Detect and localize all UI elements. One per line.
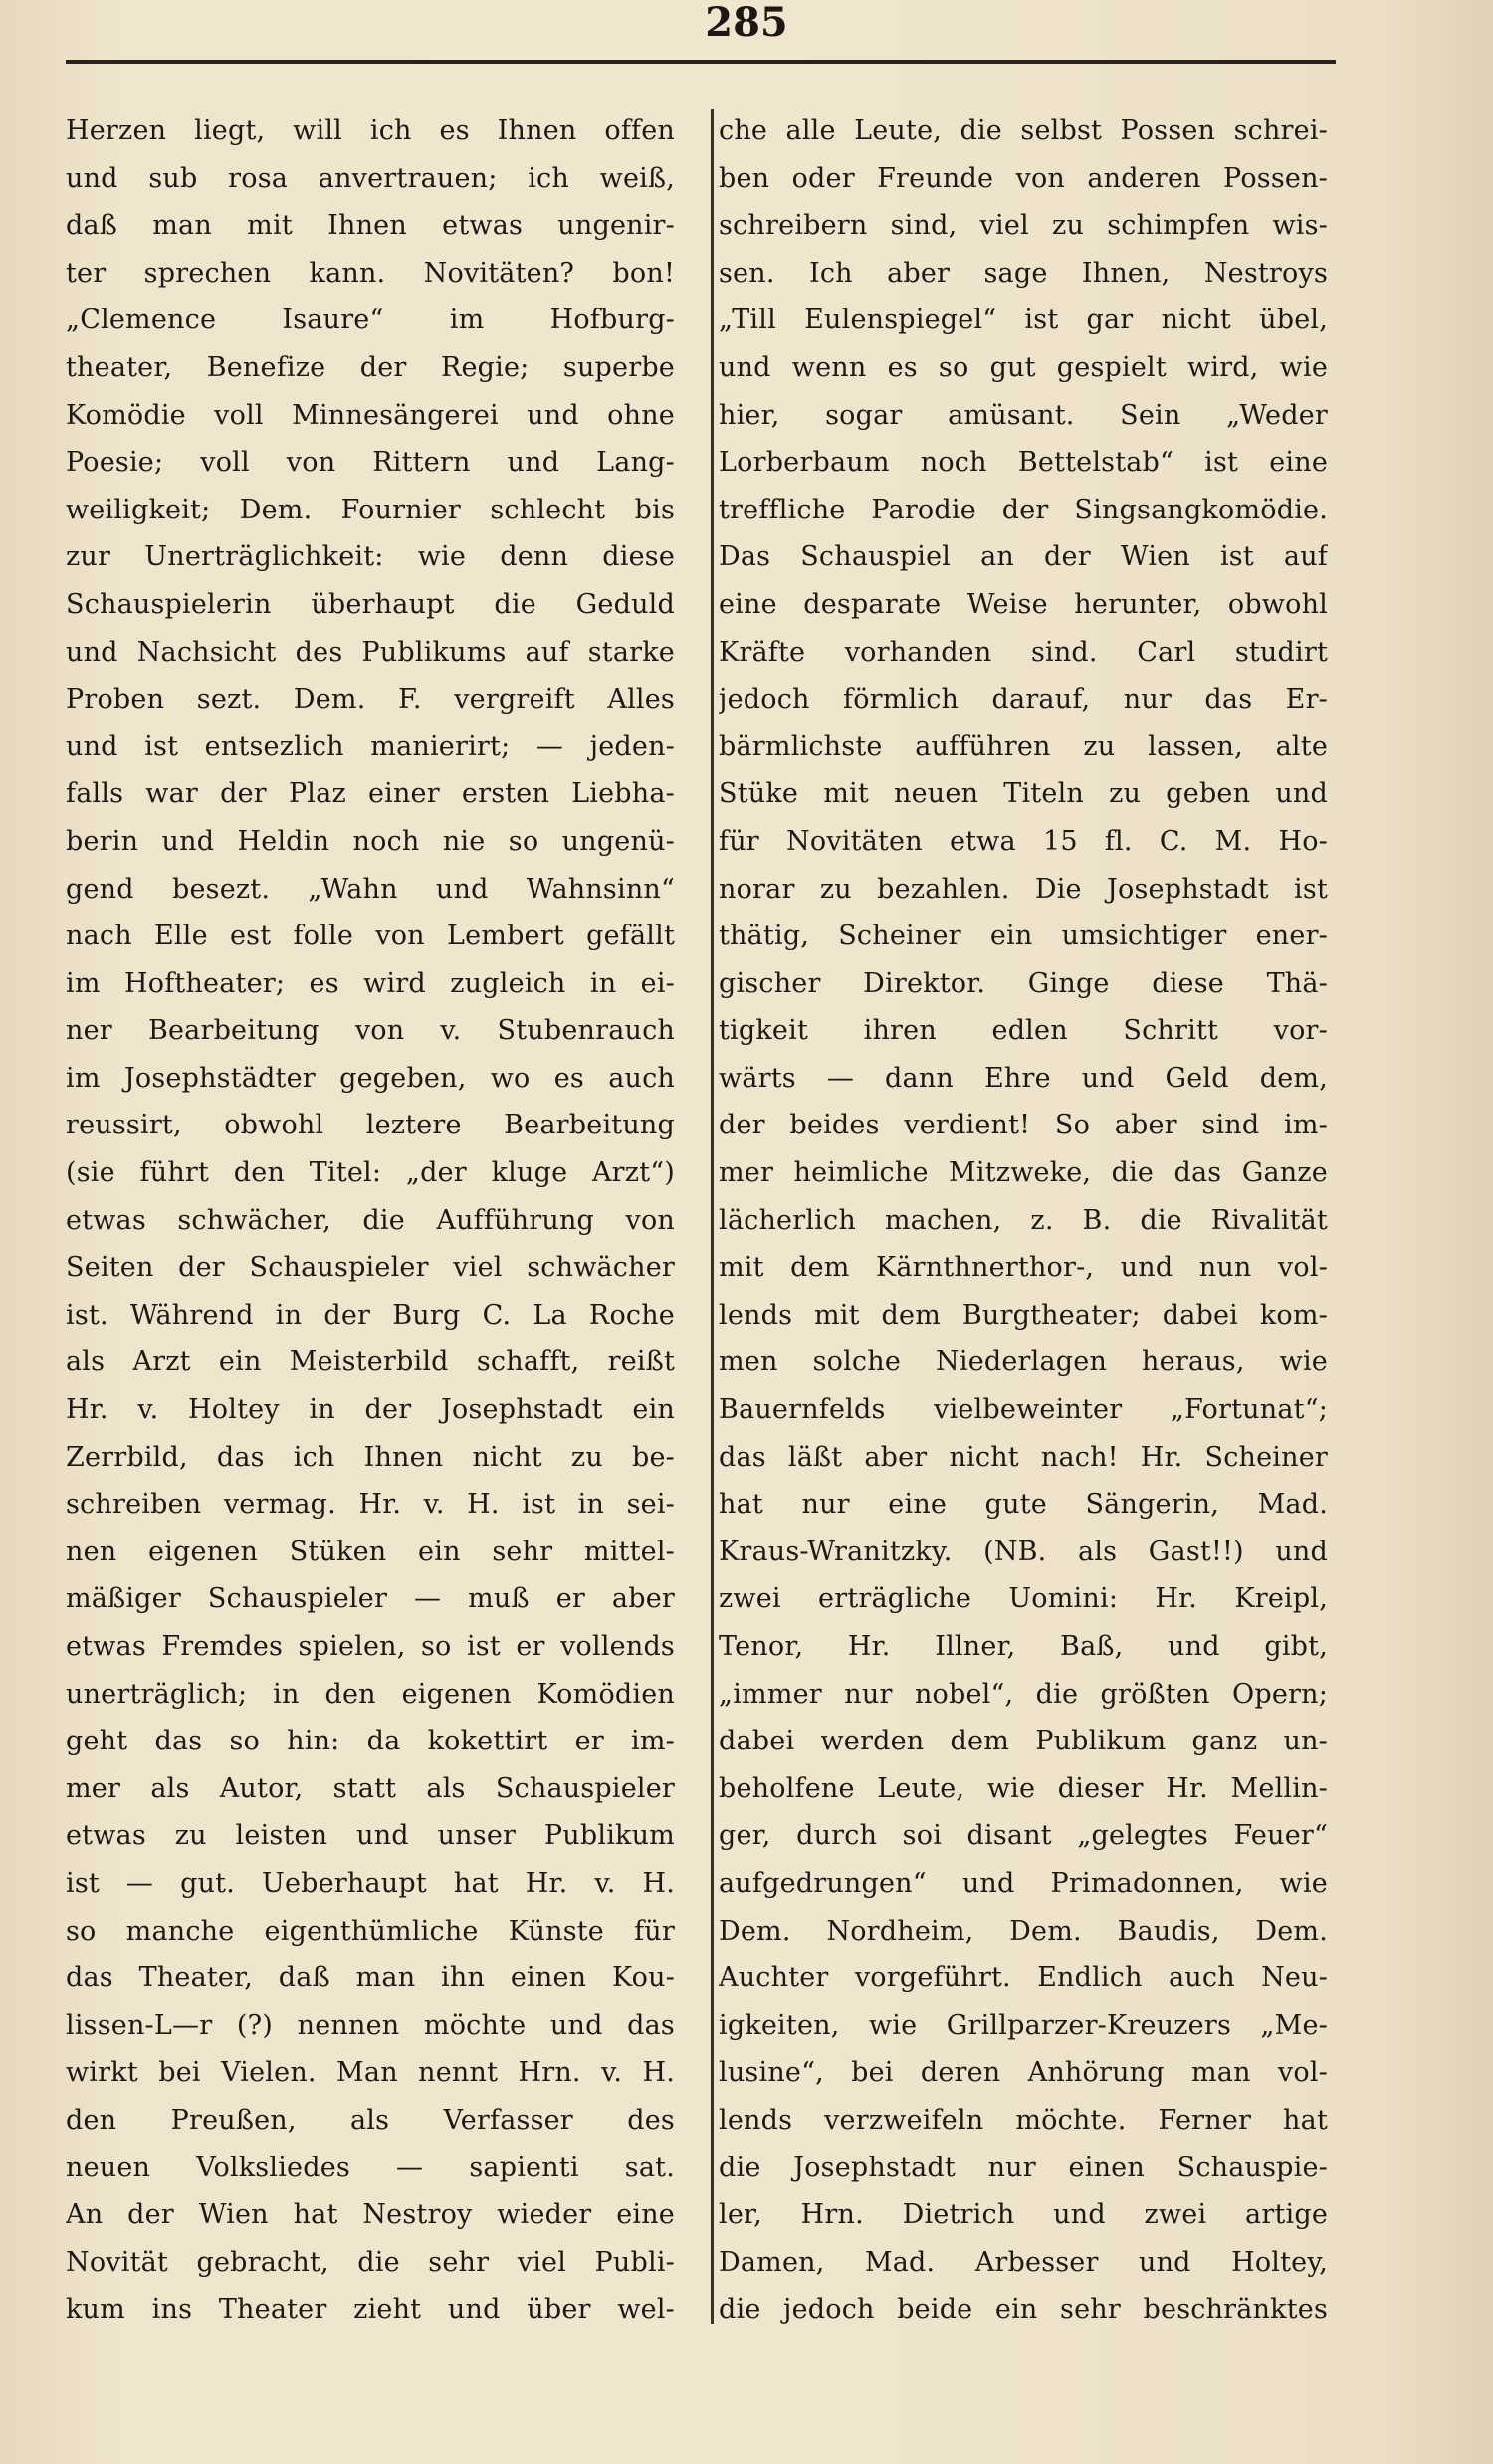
text-line: etwas zu leisten und unser Publikum [66, 1820, 675, 1852]
text-line: Proben sezt. Dem. F. vergreift Alles [66, 684, 675, 716]
text-line: dabei werden dem Publikum ganz un- [719, 1726, 1328, 1757]
page-number: 285 [705, 0, 788, 46]
text-line: gend besezt. „Wahn und Wahnsinn“ [66, 873, 675, 905]
text-line: und ist entsezlich manierirt; — jeden- [66, 730, 675, 762]
text-line: die jedoch beide ein sehr beschränktes [719, 2294, 1328, 2326]
text-line: aufgedrungen“ und Primadonnen, wie [719, 1867, 1328, 1899]
text-line: jedoch förmlich darauf, nur das Er- [719, 684, 1328, 716]
text-line: etwas Fremdes spielen, so ist er vollends [66, 1631, 675, 1662]
text-line: schreiben vermag. Hr. v. H. ist in sei- [66, 1489, 675, 1521]
text-line: ger, durch soi disant „gelegtes Feuer“ [719, 1820, 1328, 1852]
text-line: An der Wien hat Nestroy wieder eine [66, 2199, 675, 2231]
text-line: hat nur eine gute Sängerin, Mad. [719, 1489, 1328, 1521]
text-line: Komödie voll Minnesängerei und ohne [66, 399, 675, 431]
text-line: Herzen liegt, will ich es Ihnen offen [66, 115, 675, 146]
text-line: lusine“, bei deren Anhörung man vol- [719, 2057, 1328, 2089]
text-line: so manche eigenthümliche Künste für [66, 1915, 675, 1947]
text-line: Seiten der Schauspieler viel schwächer [66, 1252, 675, 1284]
header-rule [66, 60, 1336, 64]
text-line: die Josephstadt nur einen Schauspie- [719, 2152, 1328, 2183]
text-line: lends mit dem Burgtheater; dabei kom- [719, 1299, 1328, 1331]
text-line: Schauspielerin überhaupt die Geduld [66, 588, 675, 620]
text-line: mit dem Kärnthnerthor-, und nun vol- [719, 1252, 1328, 1284]
text-line: und sub rosa anvertrauen; ich weiß, [66, 162, 675, 194]
text-line: das Theater, daß man ihn einen Kou- [66, 1962, 675, 1994]
text-line: igkeiten, wie Grillparzer-Kreuzers „Me- [719, 2009, 1328, 2041]
text-line: etwas schwächer, die Aufführung von [66, 1204, 675, 1236]
text-line: Hr. v. Holtey in der Josephstadt ein [66, 1394, 675, 1426]
text-line: weiligkeit; Dem. Fournier schlecht bis [66, 494, 675, 525]
text-line: Tenor, Hr. Illner, Baß, und gibt, [719, 1631, 1328, 1662]
text-line: für Novitäten etwa 15 fl. C. M. Ho- [719, 825, 1328, 857]
text-line: Kräfte vorhanden sind. Carl studirt [719, 636, 1328, 668]
text-line: beholfene Leute, wie dieser Hr. Mellin- [719, 1772, 1328, 1804]
text-line: eine desparate Weise herunter, obwohl [719, 588, 1328, 620]
text-line: che alle Leute, die selbst Possen schrei- [719, 115, 1328, 146]
text-line: lissen-L—r (?) nennen möchte und das [66, 2009, 675, 2041]
text-line: wirkt bei Vielen. Man nennt Hrn. v. H. [66, 2057, 675, 2089]
text-line: mäßiger Schauspieler — muß er aber [66, 1583, 675, 1615]
text-line: tigkeit ihren edlen Schritt vor- [719, 1015, 1328, 1047]
text-line: thätig, Scheiner ein umsichtiger ener- [719, 921, 1328, 952]
text-line: im Josephstädter gegeben, wo es auch [66, 1062, 675, 1094]
text-line: nen eigenen Stüken ein sehr mittel- [66, 1536, 675, 1567]
text-line: Dem. Nordheim, Dem. Baudis, Dem. [719, 1915, 1328, 1947]
text-line: Novität gebracht, die sehr viel Publi- [66, 2246, 675, 2278]
text-line: „Till Eulenspiegel“ ist gar nicht übel, [719, 305, 1328, 336]
text-line: falls war der Plaz einer ersten Liebha- [66, 778, 675, 810]
text-line: „Clemence Isaure“ im Hofburg- [66, 305, 675, 336]
text-line: schreibern sind, viel zu schimpfen wis- [719, 210, 1328, 242]
text-line: men solche Niederlagen heraus, wie [719, 1346, 1328, 1378]
text-line: nach Elle est folle von Lembert gefällt [66, 921, 675, 952]
text-line: „immer nur nobel“, die größten Opern; [719, 1678, 1328, 1710]
text-line: den Preußen, als Verfasser des [66, 2104, 675, 2136]
text-line: mer als Autor, statt als Schauspieler [66, 1772, 675, 1804]
text-line: und wenn es so gut gespielt wird, wie [719, 351, 1328, 383]
text-line: das läßt aber nicht nach! Hr. Scheiner [719, 1441, 1328, 1473]
text-line: wärts — dann Ehre und Geld dem, [719, 1062, 1328, 1094]
text-line: Auchter vorgeführt. Endlich auch Neu- [719, 1962, 1328, 1994]
text-line: und Nachsicht des Publikums auf starke [66, 636, 675, 668]
text-line: im Hoftheater; es wird zugleich in ei- [66, 967, 675, 999]
text-line: bärmlichste aufführen zu lassen, alte [719, 730, 1328, 762]
text-line: ter sprechen kann. Novitäten? bon! [66, 257, 675, 289]
text-line: Das Schauspiel an der Wien ist auf [719, 541, 1328, 573]
text-line: der beides verdient! So aber sind im- [719, 1110, 1328, 1141]
text-line: Poesie; voll von Rittern und Lang- [66, 447, 675, 479]
text-line: kum ins Theater zieht und über wel- [66, 2294, 675, 2326]
text-line: ist. Während in der Burg C. La Roche [66, 1299, 675, 1331]
text-line: lächerlich machen, z. B. die Rivalität [719, 1204, 1328, 1236]
text-line: Zerrbild, das ich Ihnen nicht zu be- [66, 1441, 675, 1473]
text-line: berin und Heldin noch nie so ungenü- [66, 825, 675, 857]
text-line: als Arzt ein Meisterbild schafft, reißt [66, 1346, 675, 1378]
text-line: (sie führt den Titel: „der kluge Arzt“) [66, 1157, 675, 1189]
text-line: ben oder Freunde von anderen Possen- [719, 162, 1328, 194]
right-column [719, 107, 1328, 2334]
text-line: Bauernfelds vielbeweinter „Fortunat“; [719, 1394, 1328, 1426]
text-line: daß man mit Ihnen etwas ungenir- [66, 210, 675, 242]
text-line: treffliche Parodie der Singsangkomödie. [719, 494, 1328, 525]
column-divider [711, 109, 714, 2324]
text-line: theater, Benefize der Regie; superbe [66, 351, 675, 383]
text-line: Damen, Mad. Arbesser und Holtey, [719, 2246, 1328, 2278]
text-line: ler, Hrn. Dietrich und zwei artige [719, 2199, 1328, 2231]
text-line: reussirt, obwohl leztere Bearbeitung [66, 1110, 675, 1141]
text-line: hier, sogar amüsant. Sein „Weder [719, 399, 1328, 431]
text-line: gischer Direktor. Ginge diese Thä- [719, 967, 1328, 999]
text-line: zur Unerträglichkeit: wie denn diese [66, 541, 675, 573]
text-line: norar zu bezahlen. Die Josephstadt ist [719, 873, 1328, 905]
text-line: ist — gut. Ueberhaupt hat Hr. v. H. [66, 1867, 675, 1899]
text-line: zwei erträgliche Uomini: Hr. Kreipl, [719, 1583, 1328, 1615]
text-line: sen. Ich aber sage Ihnen, Nestroys [719, 257, 1328, 289]
text-line: Kraus-Wranitzky. (NB. als Gast!!) und [719, 1536, 1328, 1567]
text-line: unerträglich; in den eigenen Komödien [66, 1678, 675, 1710]
text-line: geht das so hin: da kokettirt er im- [66, 1726, 675, 1757]
text-line: Lorberbaum noch Bettelstab“ ist eine [719, 447, 1328, 479]
left-column [66, 107, 675, 2334]
text-line: lends verzweifeln möchte. Ferner hat [719, 2104, 1328, 2136]
text-line: mer heimliche Mitzweke, die das Ganze [719, 1157, 1328, 1189]
text-line: ner Bearbeitung von v. Stubenrauch [66, 1015, 675, 1047]
text-line: neuen Volksliedes — sapienti sat. [66, 2152, 675, 2183]
text-line: Stüke mit neuen Titeln zu geben und [719, 778, 1328, 810]
